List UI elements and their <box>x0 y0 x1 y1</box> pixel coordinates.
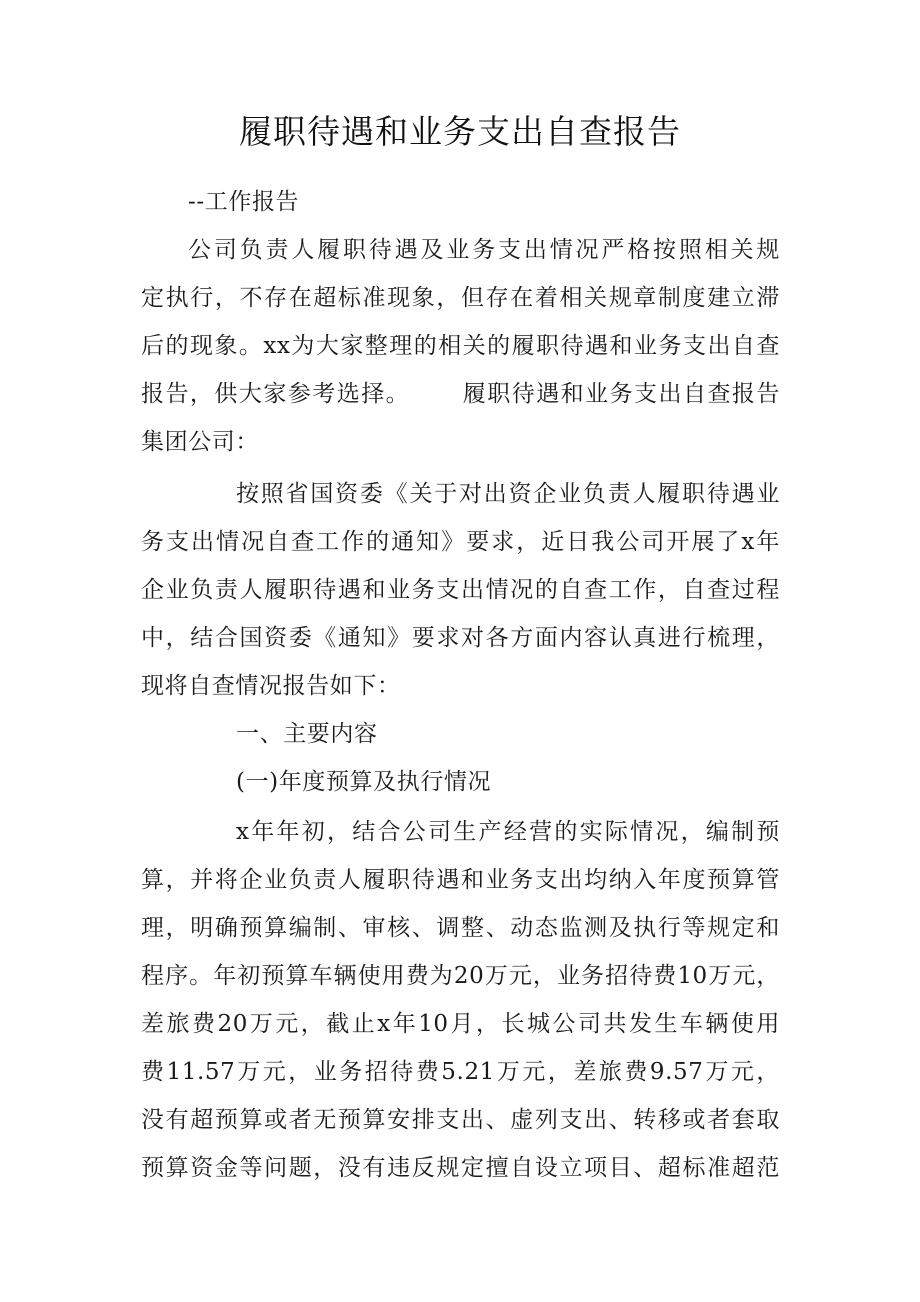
paragraph-line: 集团公司： <box>141 429 259 455</box>
paragraph-line: 报告，供大家参考选择。 履职待遇和业务支出自查报告 <box>141 381 780 407</box>
document-subtitle: --工作报告 <box>188 189 300 215</box>
paragraph-line: 算，并将企业负责人履职待遇和业务支出均纳入年度预算管 <box>141 867 780 893</box>
paragraph-line: 后的现象。xx为大家整理的相关的履职待遇和业务支出自查 <box>141 333 780 359</box>
paragraph-line: 定执行，不存在超标准现象，但存在着相关规章制度建立滞 <box>141 285 780 311</box>
subsection-heading: (一)年度预算及执行情况 <box>236 769 492 795</box>
paragraph-line: x年年初，结合公司生产经营的实际情况，编制预 <box>236 819 780 845</box>
paragraph-line: 按照省国资委《关于对出资企业负责人履职待遇业 <box>236 481 780 507</box>
paragraph-line: 现将自查情况报告如下： <box>141 673 401 699</box>
paragraph-line: 费11.57万元，业务招待费5.21万元，差旅费9.57万元， <box>141 1059 780 1085</box>
paragraph-line: 企业负责人履职待遇和业务支出情况的自查工作，自查过程 <box>141 577 780 603</box>
paragraph-line: 中，结合国资委《通知》要求对各方面内容认真进行梳理， <box>141 625 780 651</box>
document-title: 履职待遇和业务支出自查报告 <box>239 112 681 151</box>
paragraph-line: 程序。年初预算车辆使用费为20万元，业务招待费10万元， <box>141 963 780 989</box>
paragraph-line: 没有超预算或者无预算安排支出、虚列支出、转移或者套取 <box>141 1107 780 1133</box>
paragraph-line: 务支出情况自查工作的通知》要求，近日我公司开展了x年 <box>141 529 780 555</box>
paragraph-line: 差旅费20万元，截止x年10月，长城公司共发生车辆使用 <box>141 1011 780 1037</box>
paragraph-line: 预算资金等问题，没有违反规定擅自设立项目、超标准超范 <box>141 1155 780 1181</box>
paragraph-line: 公司负责人履职待遇及业务支出情况严格按照相关规 <box>188 237 780 263</box>
paragraph-line: 理，明确预算编制、审核、调整、动态监测及执行等规定和 <box>141 915 780 941</box>
section-heading: 一、主要内容 <box>236 721 378 747</box>
